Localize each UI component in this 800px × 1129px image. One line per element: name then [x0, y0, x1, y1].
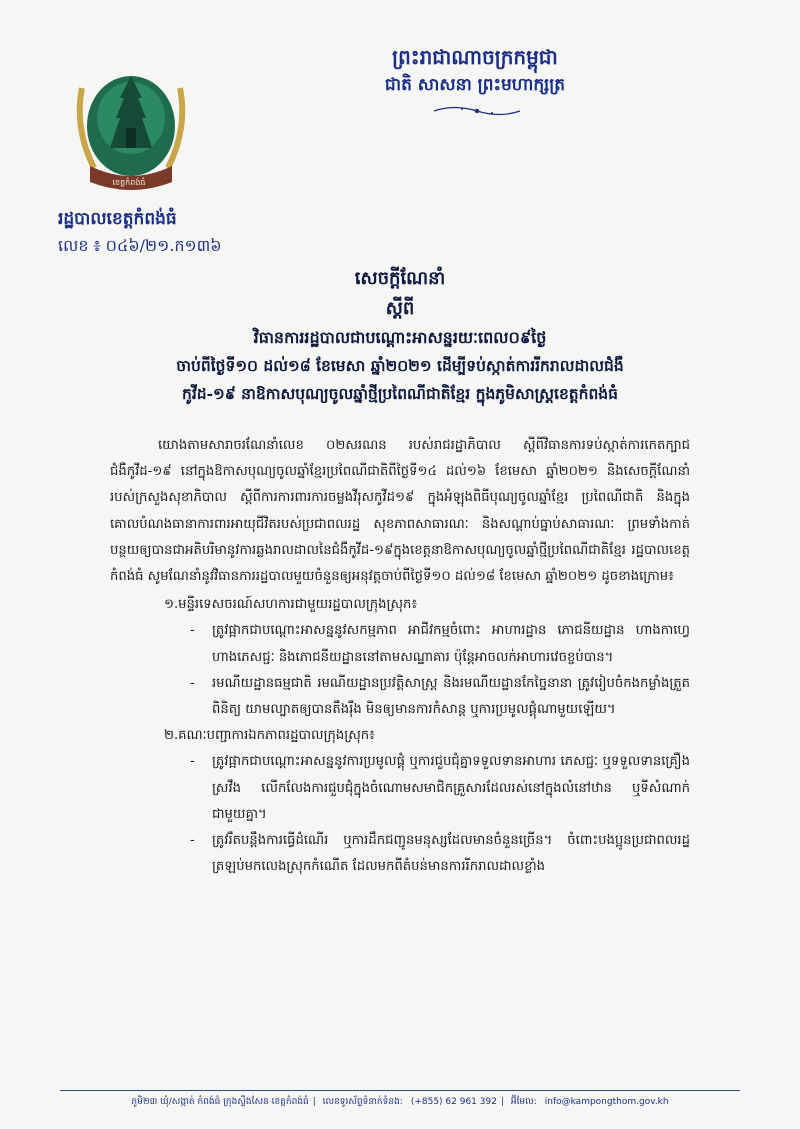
- footer-email-label: អ៊ីមែល:: [510, 1097, 537, 1107]
- document-title-block: [60, 264, 740, 408]
- list-item: [110, 749, 690, 828]
- title-about: ស្តីពី: [385, 298, 415, 319]
- section-2: [110, 723, 690, 880]
- section-1-heading: ១.មន្ទីរទេសចរណ៍សហការជាមួយរដ្ឋបាលក្រុងស្រុក៖: [164, 597, 418, 613]
- kingdom-heading: [300, 42, 650, 98]
- section-2-item-2-text: ត្រូវរឹតបន្តឹងការធ្វើដំណើរ ឬការដឹកជញ្ជូនមនុស្សដែលមានចំនួនច្រើន។ ចំពោះបងប្អូនប្រជាពលរដ្ឋត្រឡប់មកលេងស្រុកកំណើត ដែលមកពីតំបន់មានការរីករាលដាលខ្លាំង: [212, 833, 690, 875]
- divider-ornament-icon: [432, 104, 522, 118]
- bullet-dash: -: [190, 754, 195, 770]
- bullet-dash: -: [190, 623, 195, 639]
- section-1-item-2-text: រមណីយដ្ឋានធម្មជាតិ រមណីយដ្ឋានប្រវត្តិសាស្ត្រ និងរមណីយដ្ឋានកែច្នៃនានា ត្រូវរៀបចំកងកម្លាំងត្រួតពិនិត្យ យាមល្បាតឲ្យបានតឹងរ៉ឹង មិនឲ្យមានការកំសាន្ត ឬការប្រមូលផ្តុំណាមួយឡើយ។: [212, 675, 690, 718]
- section-2-heading: ២.គណៈបញ្ជាការឯកភាពរដ្ឋបាលក្រុងស្រុក៖: [164, 728, 375, 744]
- section-1-item-1-text: ត្រូវផ្អាកជាបណ្តោះអាសន្ននូវសកម្មភាព អាជីវកម្មចំពោះ អាហារដ្ឋាន ភោជនីយដ្ឋាន ហាងកាហ្វេ ហាងភេសជ្ជៈ និងភោជនីយដ្ឋាននៅតាមសណ្ឋាគារ ប៉ុន្តែអាចលក់អាហារវេចខ្ចប់បាន។: [212, 623, 690, 665]
- issuer-name: រដ្ឋបាលខេត្តកំពង់ធំ: [58, 209, 177, 229]
- provincial-emblem-icon: [72, 58, 190, 193]
- bullet-dash: -: [190, 675, 195, 691]
- list-item: [110, 828, 690, 880]
- kingdom-title: ព្រះរាជាណាចក្រកម្ពុជា: [392, 45, 558, 69]
- title-period: ចាប់ពីថ្ងៃទី១០ ដល់១៨ ខែមេសា ឆ្នាំ២០២១ ដើម្បីទប់ស្កាត់ការរីករាលដាលជំងឺ: [176, 356, 624, 375]
- footer-contact: ភូមិ២៣ ឃុំ/សង្កាត់ កំពង់ធំ ក្រុងស្ទឹងសែន ខេត្តកំពង់ធំ | លេខទូរស័ព្ទទំនាក់ទំនង: (+855) 62 961 392 | អ៊ីមែល: info@kampongthom.gov.kh: [131, 1097, 669, 1107]
- footer-email-link[interactable]: info@kampongthom.gov.kh: [544, 1097, 669, 1107]
- national-motto: ជាតិ សាសនា ព្រះមហាក្សត្រ: [384, 75, 566, 95]
- footer-divider: [60, 1090, 740, 1091]
- intro-paragraph: យោងតាមសារាចរណែនាំលេខ ០២សរណន របស់រាជរដ្ឋាភិបាល ស្តីពីវិធានការទប់ស្កាត់ការកេតក្បាជជំងឺកូវីដ-១៩ នៅក្នុងឱកាសបុណ្យចូលឆ្នាំខ្មែរប្រពៃណីជាតិពីថ្ងៃទី១៤ ដល់១៦ ខែមេសា ឆ្នាំ២០២១ និងសេចក្តីណែនាំរបស់ក្រសួងសុខាភិបាល ស្តីពីការការពារការចម្លងវីរុសកូវីដ១៩ ក្នុងអំឡុងពិធីបុណ្យចូលឆ្នាំខ្មែរ ប្រពៃណីជាតិ និងក្នុងគោលបំណងធានាការពារអាយុជីវិតរបស់ប្រជាពលរដ្ឋ សុខភាពសាធារណៈ និងសណ្តាប់ធ្នាប់សាធារណៈ ព្រមទាំងកាត់បន្ថយឲ្យបានជាអតិបរិមានូវការឆ្លងរាលដាលនៃជំងឺកូវីដ-១៩ក្នុងខេត្តនាឱកាសបុណ្យចូលឆ្នាំថ្មីប្រពៃណីជាតិខ្មែរ រដ្ឋបាលខេត្តកំពង់ធំ សូមណែនាំនូវវិធានការរដ្ឋបាលមួយចំនួនឲ្យអនុវត្តចាប់ពីថ្ងៃទី១០ ដល់១៨ ខែមេសា ឆ្នាំ២០២១ ដូចខាងក្រោម៖: [110, 438, 690, 585]
- title-subject: វិធានការរដ្ឋបាលជាបណ្តោះអាសន្នរយៈពេល០៩ថ្ងៃ: [253, 328, 547, 347]
- document-body: [110, 433, 690, 880]
- footer-phone-label: លេខទូរស័ព្ទទំនាក់ទំនង:: [322, 1097, 403, 1107]
- list-item: [110, 618, 690, 670]
- footer-address: ភូមិ២៣ ឃុំ/សង្កាត់ កំពង់ធំ ក្រុងស្ទឹងសែន ខេត្តកំពង់ធំ: [131, 1097, 309, 1107]
- footer-phone[interactable]: (+855) 62 961 392: [410, 1097, 497, 1107]
- emblem-label: ខេត្តកំពង់ធំ: [112, 178, 146, 187]
- reference-number: លេខ ៖ ០៤៦/២១.ក១៣៦: [58, 236, 222, 255]
- title-scope: កូវីដ-១៩ នាឱកាសបុណ្យចូលឆ្នាំថ្មីប្រពៃណីជាតិខ្មែរ ក្នុងភូមិសាស្ត្រខេត្តកំពង់ធំ: [182, 384, 618, 403]
- bullet-dash: -: [190, 833, 195, 849]
- section-2-item-1-text: ត្រូវផ្អាកជាបណ្តោះអាសន្ននូវការប្រមូលផ្តុំ ឬការជួបជុំគ្នាទទួលទានអាហារ ភេសជ្ជៈ ឬទទួលទានគ្រឿងស្រវឹង លើកលែងការជួបជុំក្នុងចំណោមសមាជិកគ្រួសារដែលរស់នៅក្នុងលំនៅឋាន ឬទីសំណាក់ជាមួយគ្នា។: [212, 754, 690, 822]
- section-1: [110, 592, 690, 723]
- list-item: [110, 671, 690, 723]
- document-type: សេចក្តីណែនាំ: [354, 268, 446, 289]
